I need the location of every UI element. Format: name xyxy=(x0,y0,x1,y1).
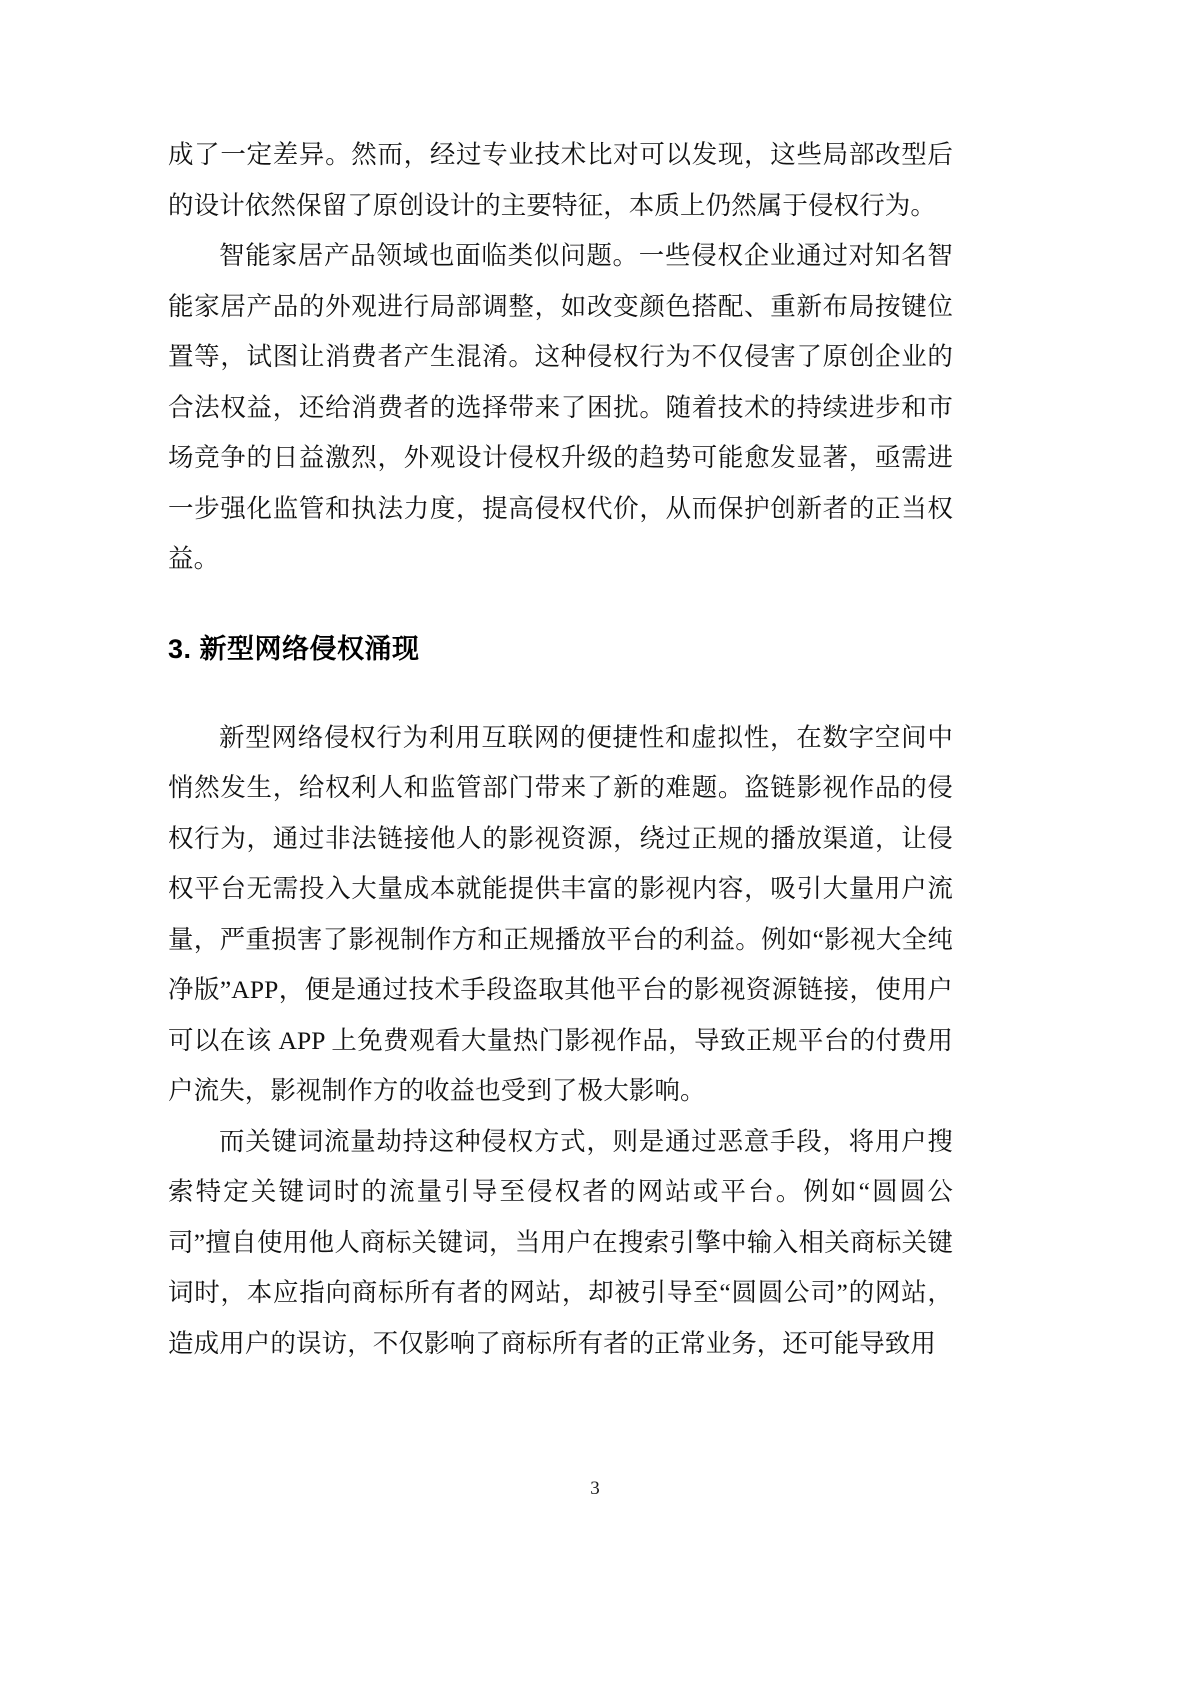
section-heading-number: 3. xyxy=(168,633,192,664)
section-heading-text: 新型网络侵权涌现 xyxy=(199,633,420,664)
paragraph-keyword-hijacking: 而关键词流量劫持这种侵权方式，则是通过恶意手段，将用户搜索特定关键词时的流量引导至侵权者的网站或平台。例如“圆圆公司”擅自使用他人商标关键词，当用户在搜索引擎中输入相关商标关键词时，本应指向商标所有者的网站，却被引导至“圆圆公司”的网站，造成用户的误访，不仅影响了商标所有者的正常业务，还可能导致用 xyxy=(168,1126,953,1358)
paragraph-smart-home: 智能家居产品领域也面临类似问题。一些侵权企业通过对知名智能家居产品的外观进行局部调整，如改变颜色搭配、重新布局按键位置等，试图让消费者产生混淆。这种侵权行为不仅侵害了原创企业的合法权益，还给消费者的选择带来了困扰。随着技术的持续进步和市场竞争的日益激烈，外观设计侵权升级的趋势可能愈发显著，亟需进一步强化监管和执法力度，提高侵权代价，从而保护创新者的正当权益。 xyxy=(168,241,953,573)
section-heading-3 xyxy=(168,627,953,671)
paragraph-online-infringement: 新型网络侵权行为利用互联网的便捷性和虚拟性，在数字空间中悄然发生，给权利人和监管部门带来了新的难题。盗链影视作品的侵权行为，通过非法链接他人的影视资源，绕过正规的播放渠道，让侵权平台无需投入大量成本就能提供丰富的影视内容，吸引大量用户流量，严重损害了影视制作方和正规播放平台的利益。例如“影视大全纯净版”APP，便是通过技术手段盗取其他平台的影视资源链接，使用户可以在该 APP 上免费观看大量热门影视作品，导致正规平台的付费用户流失，影视制作方的收益也受到了极大影响。 xyxy=(168,722,953,1105)
paragraph-continuation: 成了一定差异。然而，经过专业技术比对可以发现，这些局部改型后的设计依然保留了原创设计的主要特征，本质上仍然属于侵权行为。 xyxy=(168,140,953,220)
spacer-before-heading xyxy=(168,585,953,627)
spacer-after-heading xyxy=(168,671,953,713)
page-content xyxy=(168,130,953,1369)
page-number: 3 xyxy=(590,1478,600,1499)
